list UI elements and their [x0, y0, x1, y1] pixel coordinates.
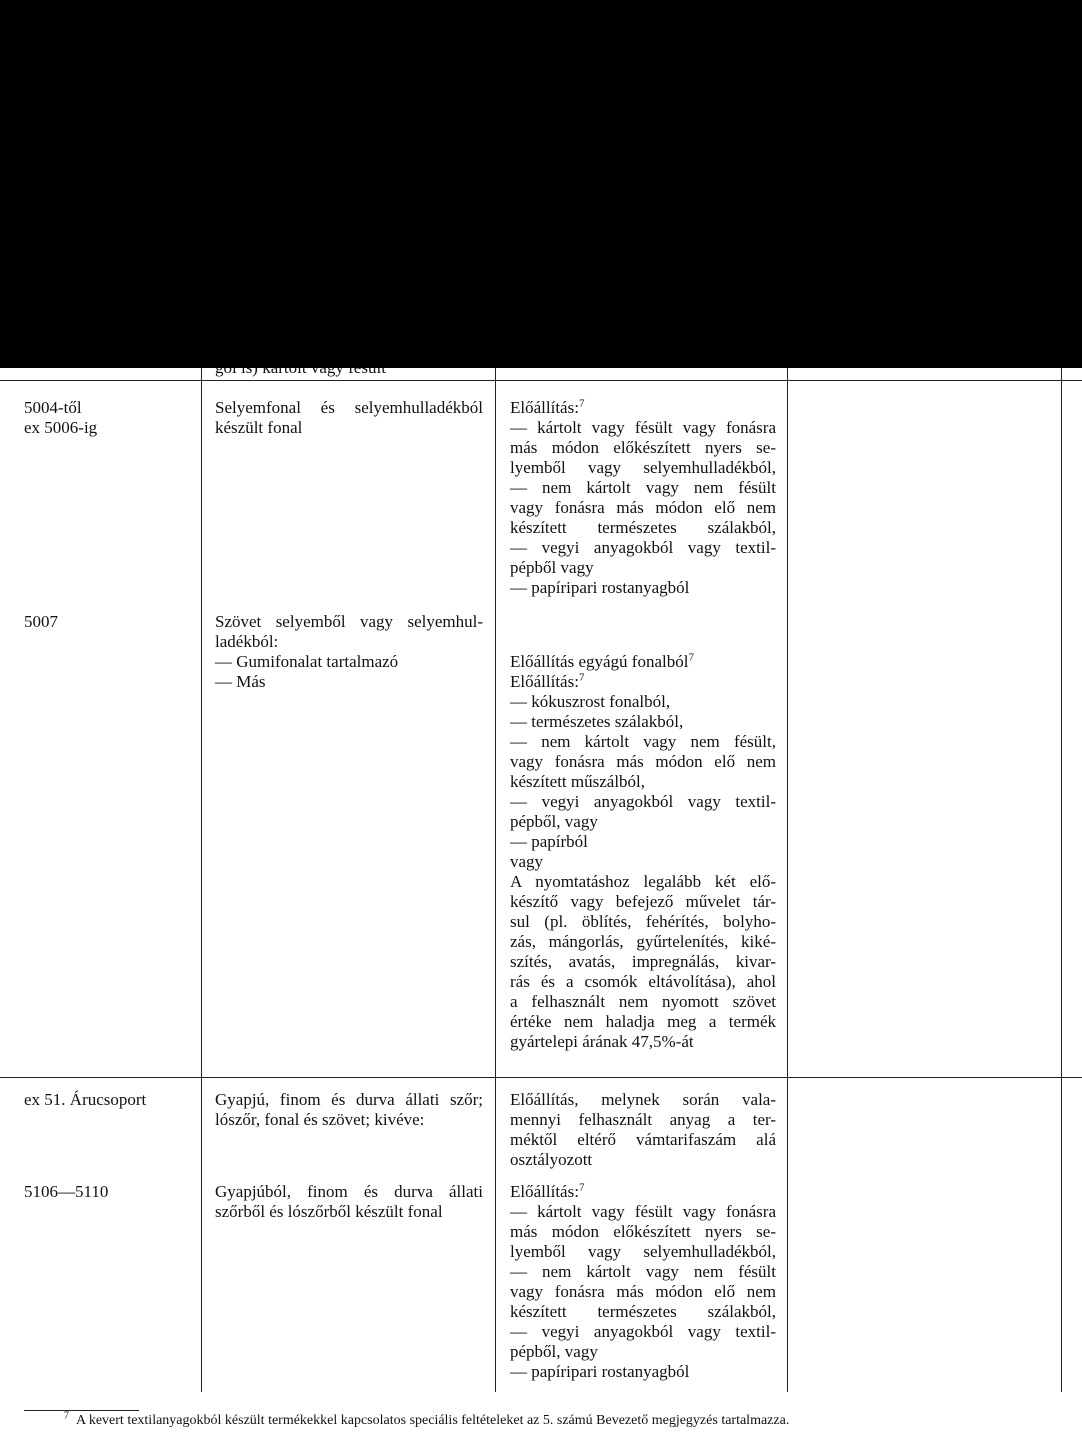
footnote-ref: 7	[688, 651, 694, 664]
footnote-ref: 7	[578, 397, 585, 410]
tariff-code: 5004-től ex 5006-ig	[24, 398, 98, 437]
tariff-code: 5106—5110	[24, 1182, 109, 1201]
processing-rule: Előállítás:$^7$ — kártolt vagy fésült vagy fonásra más módon előkészített nyers se- lyemből vagy selyemhulladékból, — nem kártolt vagy nem fésült vagy fonásra más módon elő nem készített természetes szálakból, — vegyi anyagokból vagy textil- pépből, vagy — papíripari rostanyagból	[510, 1181, 776, 1381]
processing-rule: Előállítás, melynek során vala- mennyi felhasznált anyag a ter- méktől eltérő vámtarifaszám alá osztályozott	[510, 1090, 776, 1169]
footnote-ref: 7	[578, 671, 585, 684]
footnote-rule	[24, 1410, 139, 1411]
redacted-region	[0, 0, 1082, 368]
goods-description: Selyemfonal és selyemhulladékból készült fonal	[215, 398, 483, 437]
footnote	[64, 1412, 789, 1430]
goods-description: Gyapjúból, finom és durva állati szőrből és lószőrből készült fonal	[215, 1182, 483, 1221]
footnote-ref: 7	[578, 1181, 585, 1194]
footnote-text: A kevert textilanyagokból készült termékekkel kapcsolatos speciális feltételeket az 5. számú Bevezető megjegyzés tartalmazza.	[76, 1413, 790, 1428]
goods-description: Gyapjú, finom és durva állati szőr; lószőr, fonal és szövet; kivéve:	[215, 1090, 483, 1129]
row-divider	[0, 380, 1082, 381]
tariff-code: 5007	[24, 612, 58, 631]
goods-description: Szövet selyemből vagy selyemhul- ladékból: — Gumifonalat tartalmazó — Más	[215, 612, 483, 691]
footnote-marker: 7	[64, 1410, 69, 1422]
tariff-code: ex 51. Árucsoport	[24, 1090, 147, 1109]
row-divider	[0, 1077, 1082, 1078]
processing-rule: Előállítás egyágú fonalból$^7$ Előállítás:$^7$ — kókuszrost fonalból, — természetes szálakból, — nem kártolt vagy nem fésült, vagy fonásra más módon elő nem készített műszálból, — vegyi anyagokból vagy textil- pépből, vagy — papírból vagy A nyomtatáshoz legalább két elő- készítő vagy befejező művelet tár- sul (pl. öblítés, fehérítés, bolyho- zás, mángorlás, gyűrtelenítés, kiké- szítés, avatás, impregnálás, kivar- rás és a csomók eltávolítása), ahol a felhasznált nem nyomott szövet értéke nem haladja meg a termék gyártelepi árának 47,5%-át	[510, 651, 776, 1051]
processing-rule: Előállítás:$^7$ — kártolt vagy fésült vagy fonásra más módon előkészített nyers se- lyemből vagy selyemhulladékból, — nem kártolt vagy nem fésült vagy fonásra más módon elő nem készített természetes szálakból, — vegyi anyagokból vagy textil- pépből vagy — papíripari rostanyagból	[510, 397, 776, 597]
